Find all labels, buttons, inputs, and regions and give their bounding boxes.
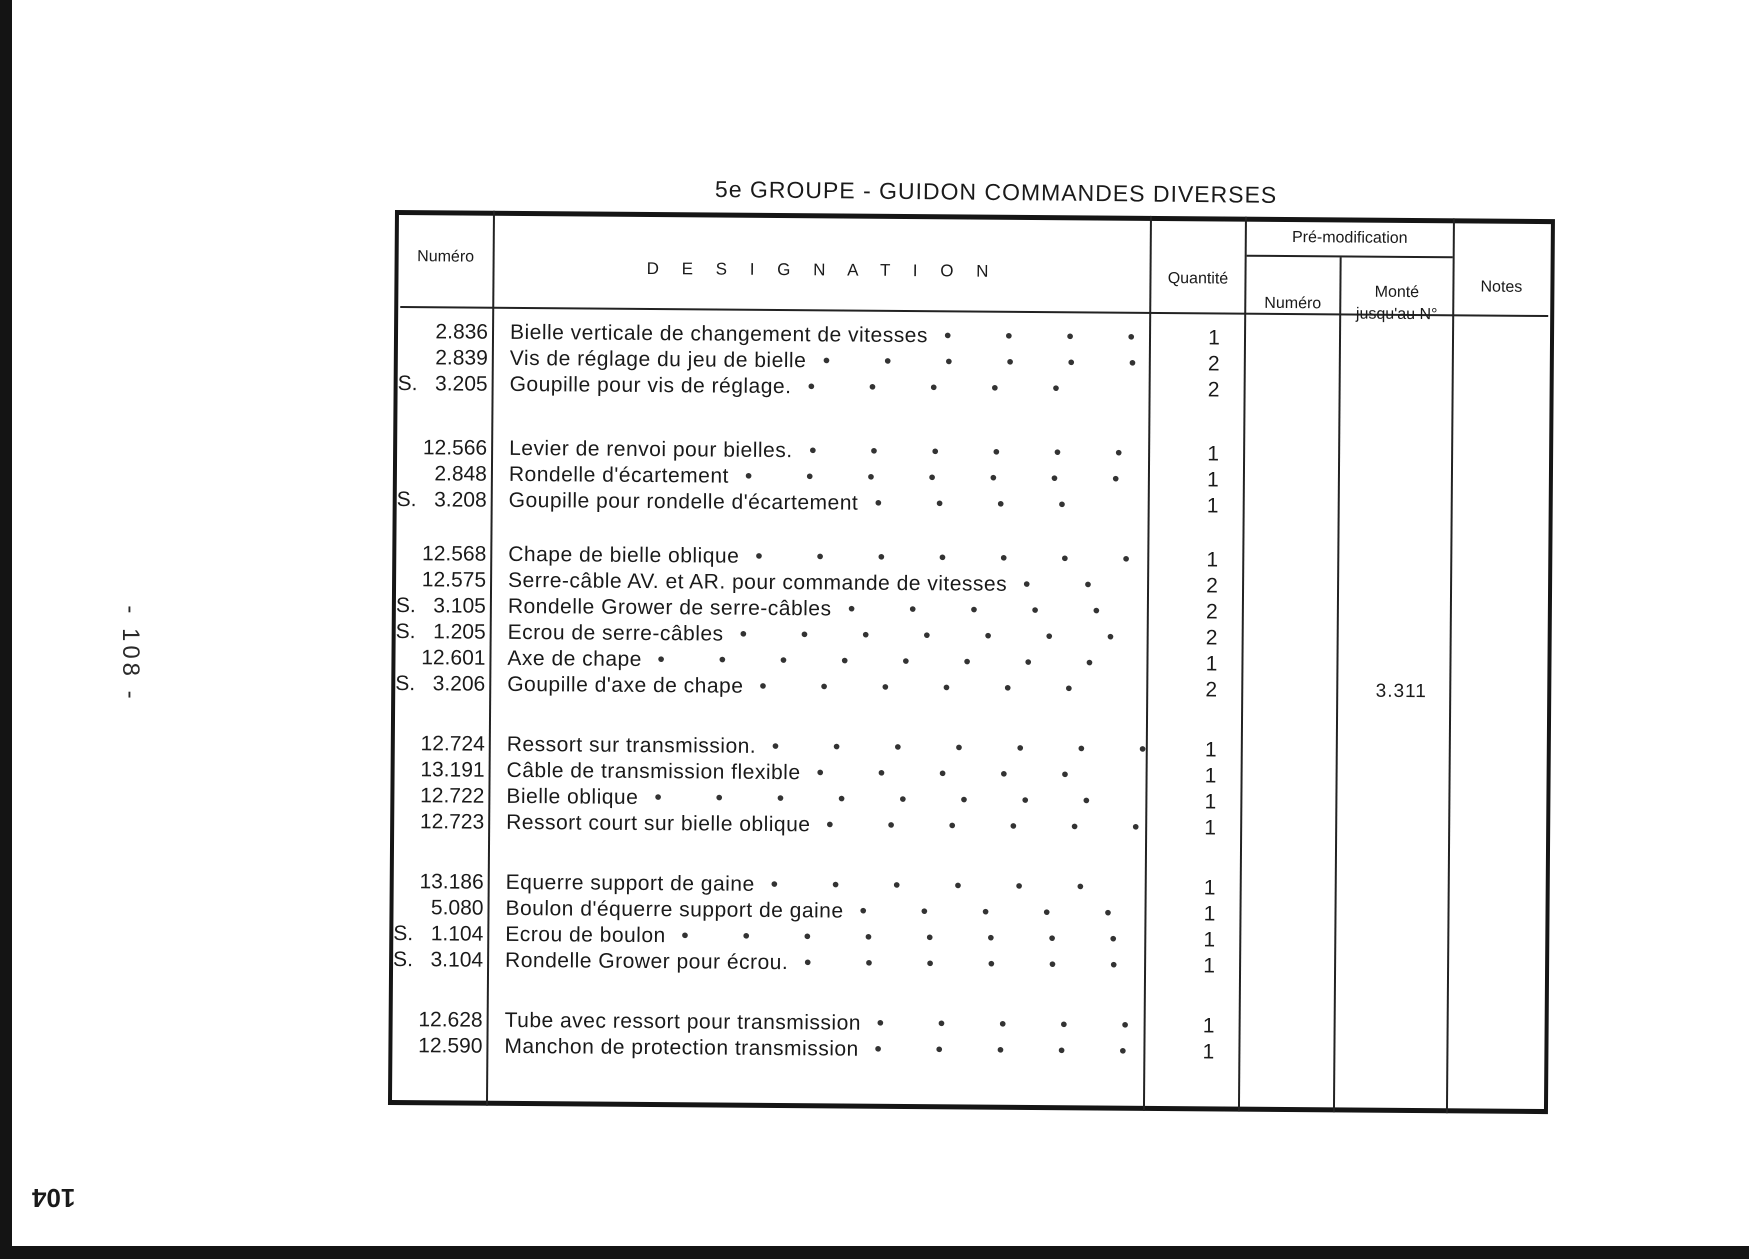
row-quantity: 1	[1205, 652, 1218, 676]
row-quantity: 2	[1205, 626, 1218, 650]
row-number: 12.601	[421, 646, 486, 670]
row-quantity: 2	[1207, 378, 1220, 402]
row-quantity: 1	[1204, 816, 1217, 840]
row-monte-jusquau	[1348, 441, 1458, 442]
row-number: 1.104	[430, 922, 484, 946]
row-number: 2.836	[435, 320, 489, 344]
row-monte-jusquau	[1345, 789, 1455, 790]
row-monte-jusquau	[1347, 599, 1457, 600]
row-number: 13.186	[419, 870, 484, 894]
row-quantity: 1	[1206, 548, 1219, 572]
row-monte-jusquau	[1349, 377, 1459, 378]
row-leader-dots: • • • • • •	[809, 439, 1147, 465]
row-leader-dots: • • • • • •	[822, 349, 1161, 376]
row-designation: Goupille d'axe de chape	[507, 672, 744, 698]
header-quantite: Quantité	[1167, 270, 1229, 288]
row-number: 3.205	[434, 372, 488, 396]
row-monte-jusquau	[1347, 573, 1457, 574]
row-leader-dots: • • • • • • •	[771, 734, 1171, 762]
side-page-number: - 108 -	[117, 605, 144, 703]
row-designation: Ressort sur transmission.	[506, 732, 757, 758]
row-monte-jusquau	[1349, 351, 1459, 352]
row-number: 3.104	[430, 948, 484, 972]
row-leader-dots: • • • • • • • •	[657, 648, 1118, 675]
row-designation: Ecrou de serre-câbles	[507, 620, 724, 646]
header-notes: Notes	[1480, 278, 1523, 296]
row-quantity: 1	[1206, 468, 1219, 492]
row-quantity: 2	[1207, 352, 1220, 376]
row-monte-jusquau	[1349, 325, 1459, 326]
row-leader-dots: • • • •	[943, 324, 1160, 350]
row-leader-dots: • • • • • • •	[739, 622, 1139, 649]
row-designation: Goupille pour rondelle d'écartement	[508, 488, 859, 515]
row-prefix: S.	[395, 594, 416, 618]
row-monte-jusquau	[1347, 651, 1457, 652]
row-designation: Bielle oblique	[506, 784, 639, 809]
scan-left-edge	[0, 0, 12, 1259]
row-prefix: S.	[393, 922, 414, 946]
row-designation: Axe de chape	[507, 646, 643, 671]
row-monte-jusquau	[1348, 493, 1458, 494]
row-number: 12.575	[421, 568, 487, 592]
row-quantity: 1	[1203, 876, 1216, 900]
row-leader-dots: • •	[1022, 572, 1116, 597]
row-designation: Vis de réglage du jeu de bielle	[509, 346, 807, 373]
row-number: 12.723	[419, 810, 485, 834]
row-quantity: 2	[1205, 600, 1218, 624]
row-designation: Goupille pour vis de réglage.	[509, 372, 792, 399]
row-monte-jusquau	[1347, 625, 1457, 626]
row-designation: Boulon d'équerre support de gaine	[505, 896, 844, 923]
row-leader-dots: • • • • •	[874, 1037, 1151, 1063]
row-prefix: S.	[393, 948, 414, 972]
header-monte-line2: jusqu'au N°	[1355, 305, 1438, 324]
row-leader-dots: • • • • •	[847, 597, 1125, 623]
row-leader-dots: • • • • •	[807, 375, 1084, 401]
header-numero: Numéro	[417, 248, 475, 266]
row-quantity: 1	[1204, 764, 1217, 788]
row-prefix: S.	[397, 372, 418, 396]
row-monte-jusquau	[1347, 547, 1457, 548]
row-quantity: 1	[1204, 790, 1217, 814]
row-number: 2.848	[434, 462, 488, 486]
page-title: 5e GROUPE - GUIDON COMMANDES DIVERSES	[714, 176, 1278, 208]
row-number: 12.568	[421, 542, 487, 566]
row-quantity: 1	[1203, 954, 1216, 978]
row-quantity: 1	[1202, 1040, 1215, 1064]
row-monte-jusquau	[1345, 815, 1455, 816]
row-leader-dots: • • • •	[874, 491, 1090, 517]
row-designation: Ressort court sur bielle oblique	[506, 810, 811, 837]
row-monte-jusquau	[1344, 1039, 1454, 1040]
row-monte-jusquau	[1346, 737, 1456, 738]
row-designation: Câble de transmission flexible	[506, 758, 801, 785]
row-leader-dots: • • • • • • •	[755, 544, 1154, 571]
row-monte-jusquau	[1344, 953, 1454, 954]
row-monte-jusquau	[1344, 1013, 1454, 1014]
row-designation: Ecrou de boulon	[505, 922, 666, 948]
row-leader-dots: • • • • • •	[826, 813, 1164, 840]
row-quantity: 2	[1206, 574, 1219, 598]
row-number: 12.590	[418, 1034, 483, 1058]
row-designation: Tube avec ressort pour transmission	[504, 1008, 862, 1035]
row-designation: Serre-câble AV. et AR. pour commande de vitesses	[508, 568, 1008, 596]
header-monte-line1: Monté	[1374, 283, 1420, 302]
row-number: 3.105	[433, 594, 486, 618]
row-designation: Rondelle Grower pour écrou.	[505, 948, 789, 975]
row-number: 12.724	[420, 732, 485, 756]
row-designation: Equerre support de gaine	[505, 870, 755, 896]
row-quantity: 1	[1202, 1014, 1215, 1038]
bottom-page-number: 104	[32, 1183, 76, 1213]
header-designation: D E S I G N A T I O N	[646, 258, 998, 281]
row-designation: Manchon de protection transmission	[504, 1034, 859, 1061]
row-designation: Chape de bielle oblique	[508, 542, 740, 568]
row-leader-dots: • • • • • • •	[744, 464, 1144, 491]
row-leader-dots: • • • • •	[876, 1011, 1153, 1037]
row-number: 12.628	[418, 1008, 483, 1032]
row-monte-jusquau: 3.311	[1375, 680, 1427, 703]
row-monte-jusquau	[1345, 901, 1455, 902]
scan-bottom-edge	[0, 1246, 1749, 1259]
row-designation: Rondelle Grower de serre-câbles	[507, 594, 832, 621]
row-number: 3.206	[432, 672, 486, 696]
row-number: 3.208	[434, 488, 487, 512]
row-leader-dots: • • • • •	[859, 899, 1136, 925]
row-monte-jusquau	[1344, 927, 1454, 928]
row-monte-jusquau	[1345, 875, 1455, 876]
row-quantity: 2	[1205, 678, 1218, 702]
row-prefix: S.	[396, 488, 417, 512]
row-monte-jusquau	[1346, 763, 1456, 764]
row-prefix: S.	[395, 672, 416, 696]
row-quantity: 1	[1206, 494, 1219, 518]
header-pre-modification: Pré-modification	[1291, 229, 1408, 247]
row-quantity: 1	[1204, 738, 1217, 762]
row-quantity: 1	[1208, 326, 1220, 350]
row-monte-jusquau	[1348, 467, 1458, 468]
row-number: 2.839	[435, 346, 488, 370]
row-number: 12.566	[422, 436, 488, 460]
row-designation: Bielle verticale de changement de vitesses	[509, 320, 929, 348]
header-pre-numero: Numéro	[1264, 294, 1322, 313]
row-number: 13.191	[420, 758, 485, 782]
row-leader-dots: • • • • • • • •	[681, 924, 1142, 951]
row-leader-dots: • • • • • •	[759, 674, 1097, 701]
row-number: 5.080	[430, 896, 484, 920]
row-quantity: 1	[1207, 442, 1220, 466]
row-leader-dots: • • • • •	[816, 761, 1093, 787]
row-quantity: 1	[1203, 928, 1216, 952]
row-number: 12.722	[420, 784, 485, 808]
row-quantity: 1	[1203, 902, 1216, 926]
row-leader-dots: • • • • • •	[770, 872, 1109, 899]
row-leader-dots: • • • • • • • •	[654, 786, 1115, 813]
row-prefix: S.	[395, 620, 416, 644]
row-leader-dots: • • • • • •	[804, 951, 1142, 977]
row-designation: Rondelle d'écartement	[508, 462, 729, 488]
row-designation: Levier de renvoi pour bielles.	[509, 436, 793, 463]
row-number: 1.205	[433, 620, 486, 644]
parts-table	[388, 210, 1555, 1114]
